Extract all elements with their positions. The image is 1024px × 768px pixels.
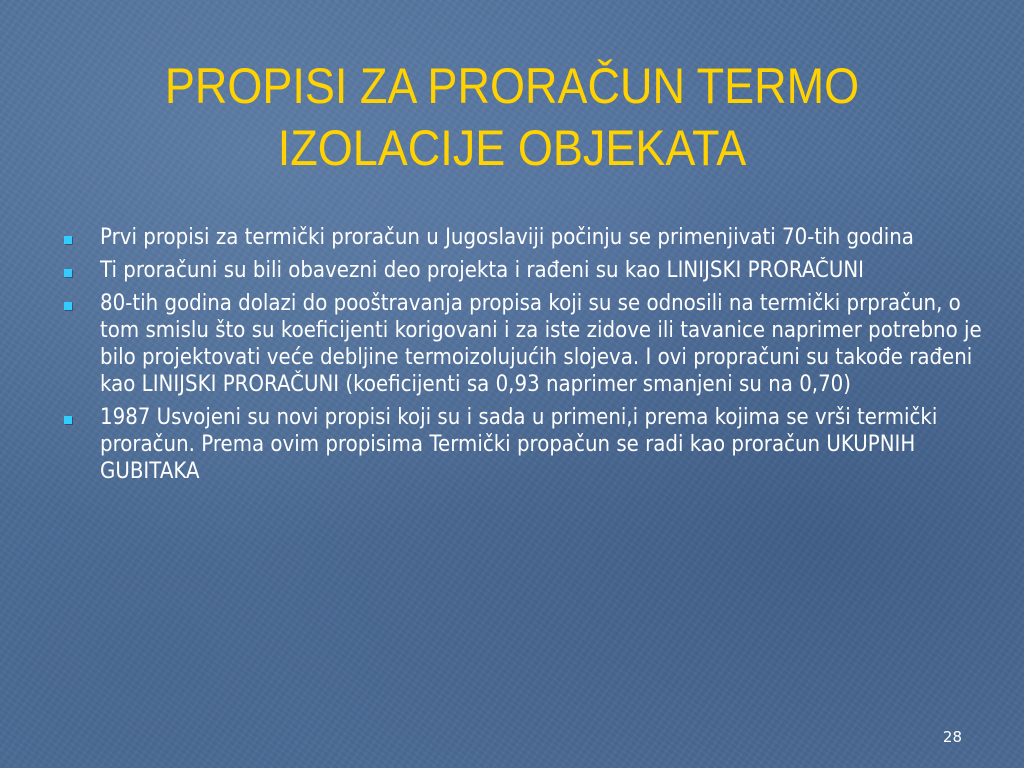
bullet-text: 1987 Usvojeni su novi propisi koji su i sada u primeni,i prema kojima se vrši termički proračun. Prema ovim propisima Termički propačun se radi kao proračun UKUPNIH GUBITAKA [100,405,938,484]
square-bullet-icon [64,236,72,244]
bullet-item [64,224,976,251]
bullet-text: Ti proračuni su bili obavezni deo projekta i rađeni su kao LINIJSKI PRORAČUNI [100,258,865,283]
slide-title-line-2: IZOLACIJE OBJEKATA [277,120,747,176]
bullet-list [64,224,982,491]
bullet-item [64,290,982,398]
square-bullet-icon [64,269,72,277]
page-number: 28 [942,728,962,746]
bullet-text: Prvi propisi za termički proračun u Jugoslaviji počinju se primenjivati 70-tih godina [100,225,914,250]
square-bullet-icon [64,416,72,424]
bullet-text: 80-tih godina dolazi do pooštravanja propisa koji su se odnosili na termički prpračun, o tom smislu što su koeficijenti korigovani i za iste zidove ili tavanice naprimer potrebno je bilo projektovati veće debljine termoizolujućih slojeva. I ovi propračuni su takođe rađeni kao LINIJSKI PRORAČUNI (koeficijenti sa 0,93 naprimer smanjeni su na 0,70) [100,291,982,397]
slide-title-line-1: PROPISI ZA PRORAČUN TERMO [164,58,860,114]
bullet-item [64,257,976,284]
square-bullet-icon [64,302,72,310]
slide-title [105,55,919,179]
bullet-item [64,404,976,485]
